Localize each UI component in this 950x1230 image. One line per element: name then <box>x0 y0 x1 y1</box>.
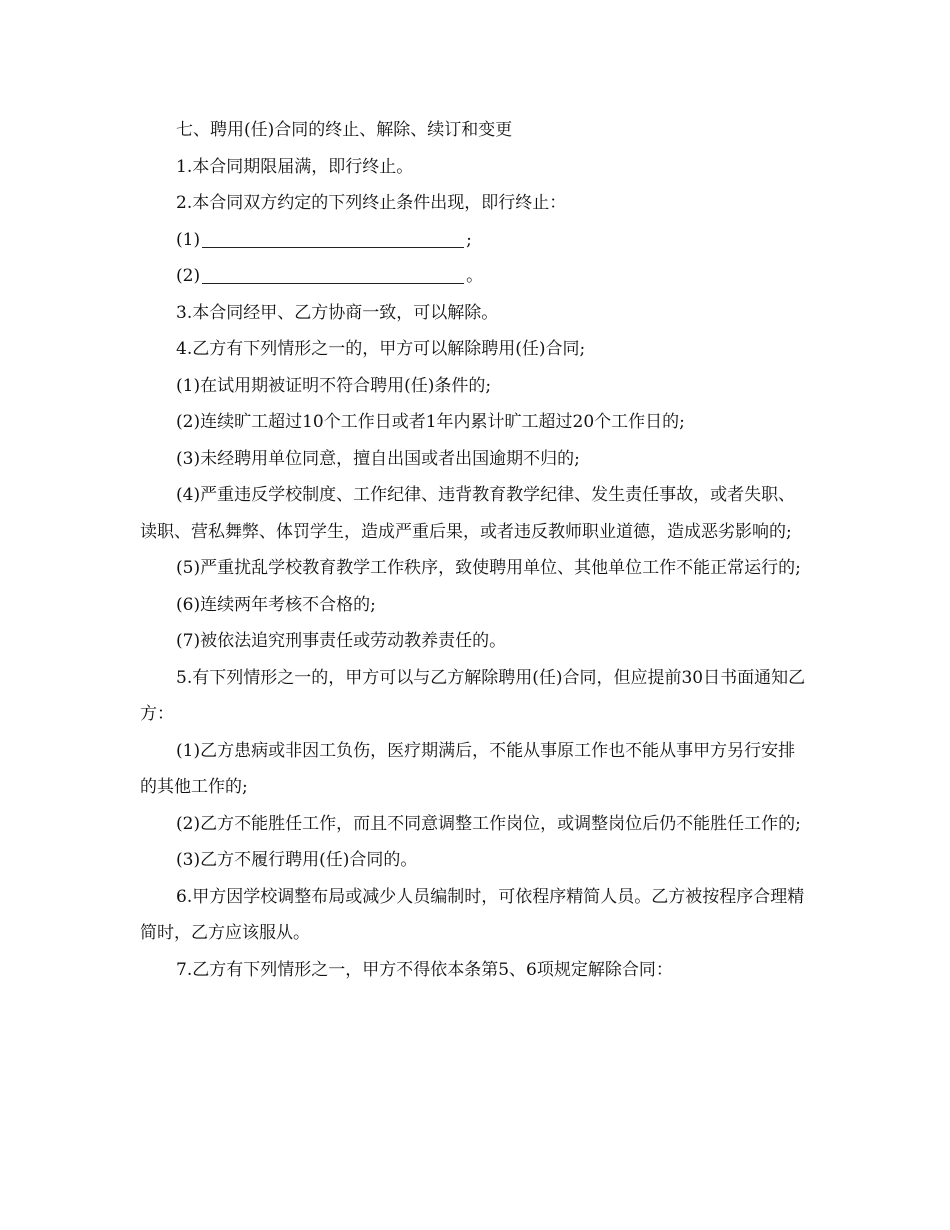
fill-in-line <box>140 258 810 295</box>
document-body <box>140 112 810 988</box>
section-heading: 七、聘用(任)合同的终止、解除、续订和变更 <box>176 120 513 140</box>
paragraph: 7.乙方有下列情形之一，甲方不得依本条第5、6项规定解除合同： <box>176 959 673 980</box>
paragraph: 3.本合同经甲、乙方协商一致，可以解除。 <box>176 302 499 323</box>
paragraph: 2.本合同双方约定的下列终止条件出现，即行终止： <box>176 193 567 213</box>
paragraph: 6.甲方因学校调整布局或减少人员编制时，可依程序精简人员。乙方被按程序合理精简时，乙方应该服从。 <box>140 886 805 943</box>
fill-in-blank <box>202 230 464 248</box>
fill-in-prefix: (1) <box>176 229 201 250</box>
list-item: (3)未经聘用单位同意，擅自出国或者出国逾期不归的; <box>176 448 580 469</box>
list-item: (7)被依法追究刑事责任或劳动教养责任的。 <box>176 631 507 651</box>
paragraph: 5.有下列情形之一的，甲方可以与乙方解除聘用(任)合同，但应提前30日书面通知乙方： <box>140 667 806 724</box>
fill-in-line <box>140 222 810 259</box>
list-item: (2)连续旷工超过10个工作日或者1年内累计旷工超过20个工作日的; <box>176 412 685 432</box>
list-item: (6)连续两年考核不合格的; <box>176 594 376 615</box>
list-item: (1)乙方患病或非因工负伤，医疗期满后，不能从事原工作也不能从事甲方另行安排的其他工作的; <box>140 740 796 797</box>
fill-in-suffix: 。 <box>466 266 484 286</box>
paragraph: 4.乙方有下列情形之一的，甲方可以解除聘用(任)合同; <box>176 339 586 359</box>
list-item: (3)乙方不履行聘用(任)合同的。 <box>176 850 418 870</box>
list-item: (1)在试用期被证明不符合聘用(任)条件的; <box>176 375 492 396</box>
list-item: (4)严重违反学校制度、工作纪律、违背教育教学纪律、发生责任事故，或者失职、读职、营私舞弊、体罚学生，造成严重后果，或者违反教师职业道德，造成恶劣影响的; <box>140 485 796 542</box>
list-item: (2)乙方不能胜任工作，而且不同意调整工作岗位，或调整岗位后仍不能胜任工作的; <box>176 813 801 834</box>
fill-in-blank <box>202 266 464 284</box>
list-item: (5)严重扰乱学校教育教学工作秩序，致使聘用单位、其他单位工作不能正常运行的; <box>176 558 801 578</box>
fill-in-suffix: ; <box>466 229 472 250</box>
fill-in-prefix: (2) <box>176 266 201 286</box>
paragraph: 1.本合同期限届满，即行终止。 <box>176 156 414 177</box>
